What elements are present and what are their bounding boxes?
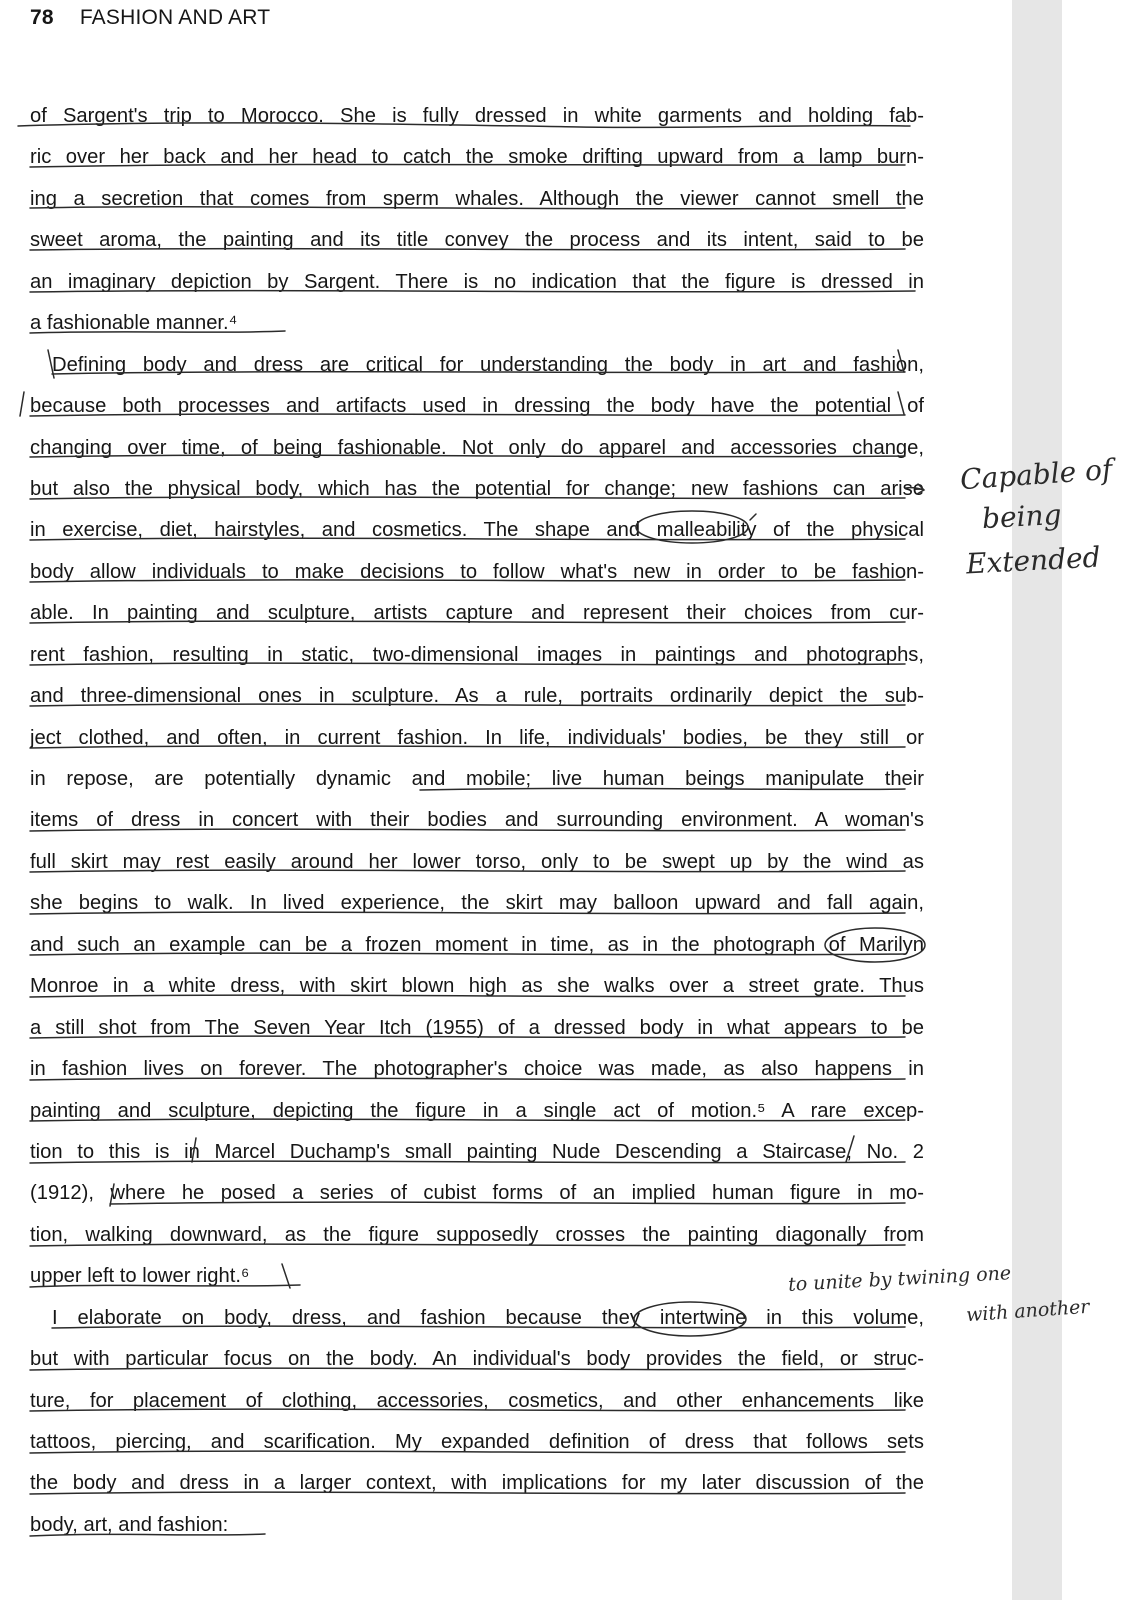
text-line: ture, for placement of clothing, accessories, cosmetics, and other enhancements like	[30, 1389, 924, 1412]
text-line: because both processes and artifacts used in dressing the body have the potential of	[30, 395, 924, 418]
text-line: ric over her back and her head to catch the smoke drifting upward from a lamp burn-	[30, 146, 924, 169]
text-line: changing over time, of being fashionable. Not only do apparel and accessories change,	[30, 436, 924, 459]
text-line: painting and sculpture, depicting the figure in a single act of motion.⁵ A rare excep-	[30, 1099, 924, 1122]
text-line: an imaginary depiction by Sargent. There is no indication that the figure is dressed in	[30, 270, 924, 293]
scan-shadow-band	[1012, 0, 1062, 1600]
text-line: body, art, and fashion:	[30, 1513, 229, 1536]
text-line: ject clothed, and often, in current fashion. In life, individuals' bodies, be they still or	[30, 726, 924, 749]
text-line: (1912), where he posed a series of cubist forms of an implied human figure in mo-	[30, 1182, 924, 1205]
text-line: but also the physical body, which has the potential for change; new fashions can arise	[30, 477, 924, 500]
margin-note: Extended	[965, 540, 1102, 581]
text-line: and three-dimensional ones in sculpture. As a rule, portraits ordinarily depict the sub-	[30, 685, 924, 708]
running-title: FASHION AND ART	[79, 6, 271, 29]
text-line: items of dress in concert with their bodies and surrounding environment. A woman's	[30, 809, 924, 832]
text-line: upper left to lower right.⁶	[30, 1265, 250, 1288]
text-line: she begins to walk. In lived experience, the skirt may balloon upward and fall again,	[30, 892, 924, 915]
running-header	[30, 6, 270, 30]
text-line: a still shot from The Seven Year Itch (1955) of a dressed body in what appears to be	[30, 1016, 924, 1039]
text-line: the body and dress in a larger context, with implications for my later discussion of the	[30, 1472, 924, 1495]
page-number: 78	[30, 6, 54, 29]
margin-note: to unite by twining one	[787, 1262, 1012, 1296]
text-line: full skirt may rest easily around her lower torso, only to be swept up by the wind as	[30, 850, 924, 873]
text-line: tion, walking downward, as the figure supposedly crosses the painting diagonally from	[30, 1223, 924, 1246]
text-line: and such an example can be a frozen moment in time, as in the photograph of Marilyn	[30, 933, 924, 956]
text-line: a fashionable manner.⁴	[30, 312, 238, 335]
text-line: but with particular focus on the body. An individual's body provides the field, or struc-	[30, 1348, 924, 1371]
margin-note: being	[981, 497, 1063, 536]
text-line: I elaborate on body, dress, and fashion because they intertwine in this volume,	[52, 1306, 924, 1329]
text-line: tion to this is in Marcel Duchamp's small painting Nude Descending a Staircase, No. 2	[30, 1140, 924, 1163]
text-line: in fashion lives on forever. The photographer's choice was made, as also happens in	[30, 1058, 924, 1081]
text-line: Monroe in a white dress, with skirt blown high as she walks over a street grate. Thus	[30, 975, 924, 998]
text-line: tattoos, piercing, and scarification. My expanded definition of dress that follows sets	[30, 1431, 924, 1453]
text-line: in exercise, diet, hairstyles, and cosmetics. The shape and malleability of the physical	[30, 519, 924, 542]
margin-note: Capable of	[959, 452, 1114, 497]
text-line: ing a secretion that comes from sperm whales. Although the viewer cannot smell the	[30, 187, 924, 210]
text-line: body allow individuals to make decisions to follow what's new in order to be fashion-	[30, 560, 924, 583]
text-line: able. In painting and sculpture, artists capture and represent their choices from cur-	[30, 602, 924, 625]
text-line: of Sargent's trip to Morocco. She is fully dressed in white garments and holding fab-	[30, 105, 924, 127]
body-text	[30, 96, 924, 1546]
text-line: Defining body and dress are critical for understanding the body in art and fashion,	[52, 353, 924, 376]
text-line: rent fashion, resulting in static, two-dimensional images in paintings and photographs,	[30, 643, 924, 666]
margin-note: with another	[965, 1295, 1091, 1327]
text-line: sweet aroma, the painting and its title convey the process and its intent, said to be	[30, 229, 924, 252]
text-line: in repose, are potentially dynamic and mobile; live human beings manipulate their	[30, 768, 924, 790]
